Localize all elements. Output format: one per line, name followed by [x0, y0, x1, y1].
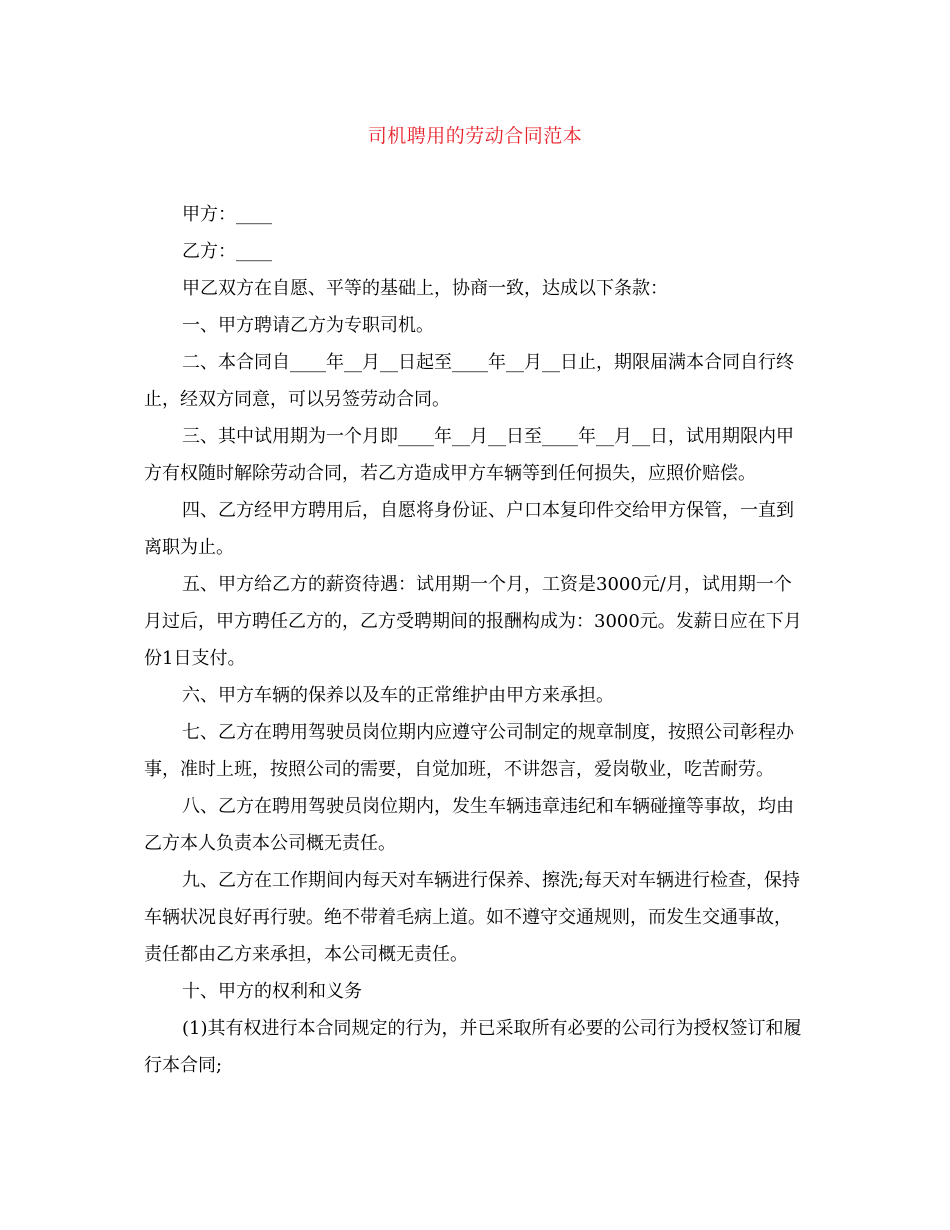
preamble-paragraph: 甲乙双方在自愿、平等的基础上，协商一致，达成以下条款：: [182, 278, 668, 299]
document-title: 司机聘用的劳动合同范本: [367, 125, 583, 147]
clause-2: 二、本合同自____年__月__日起至____年__月__日止，期限届满本合同自行终止，经双方同意，可以另签劳动合同。: [144, 352, 794, 410]
clause-3: 三、其中试用期为一个月即____年__月__日至____年__月__日，试用期限内甲方有权随时解除劳动合同，若乙方造成甲方车辆等到任何损失，应照价赔偿。: [144, 426, 794, 484]
party-a-line: 甲方：____: [182, 204, 272, 225]
clause-5: 五、甲方给乙方的薪资待遇：试用期一个月，工资是3000元/月，试用期一个月过后，甲方聘任乙方的，乙方受聘期间的报酬构成为：3000元。发薪日应在下月份1日支付。: [144, 574, 802, 669]
clause-8: 八、乙方在聘用驾驶员岗位期内，发生车辆违章违纪和车辆碰撞等事故，均由乙方本人负责本公司概无责任。: [144, 796, 794, 854]
clause-6: 六、甲方车辆的保养以及车的正常维护由甲方来承担。: [182, 685, 614, 706]
clause-10-heading: 十、甲方的权利和义务: [182, 981, 362, 1002]
clause-4: 四、乙方经甲方聘用后，自愿将身份证、户口本复印件交给甲方保管，一直到离职为止。: [144, 500, 794, 558]
party-b-line: 乙方：____: [182, 241, 272, 262]
document-body: [144, 196, 808, 1084]
clause-9: 九、乙方在工作期间内每天对车辆进行保养、擦洗;每天对车辆进行检查，保持车辆状况良好再行驶。绝不带着毛病上道。如不遵守交通规则，而发生交通事故，责任都由乙方来承担，本公司概无责任。: [144, 870, 801, 965]
clause-1: 一、甲方聘请乙方为专职司机。: [182, 315, 434, 336]
clause-10-item-1: (1)其有权进行本合同规定的行为，并已采取所有必要的公司行为授权签订和履行本合同;: [144, 1018, 802, 1076]
clause-7: 七、乙方在聘用驾驶员岗位期内应遵守公司制定的规章制度，按照公司彰程办事，准时上班，按照公司的需要，自觉加班，不讲怨言，爱岗敬业，吃苦耐劳。: [144, 722, 794, 780]
